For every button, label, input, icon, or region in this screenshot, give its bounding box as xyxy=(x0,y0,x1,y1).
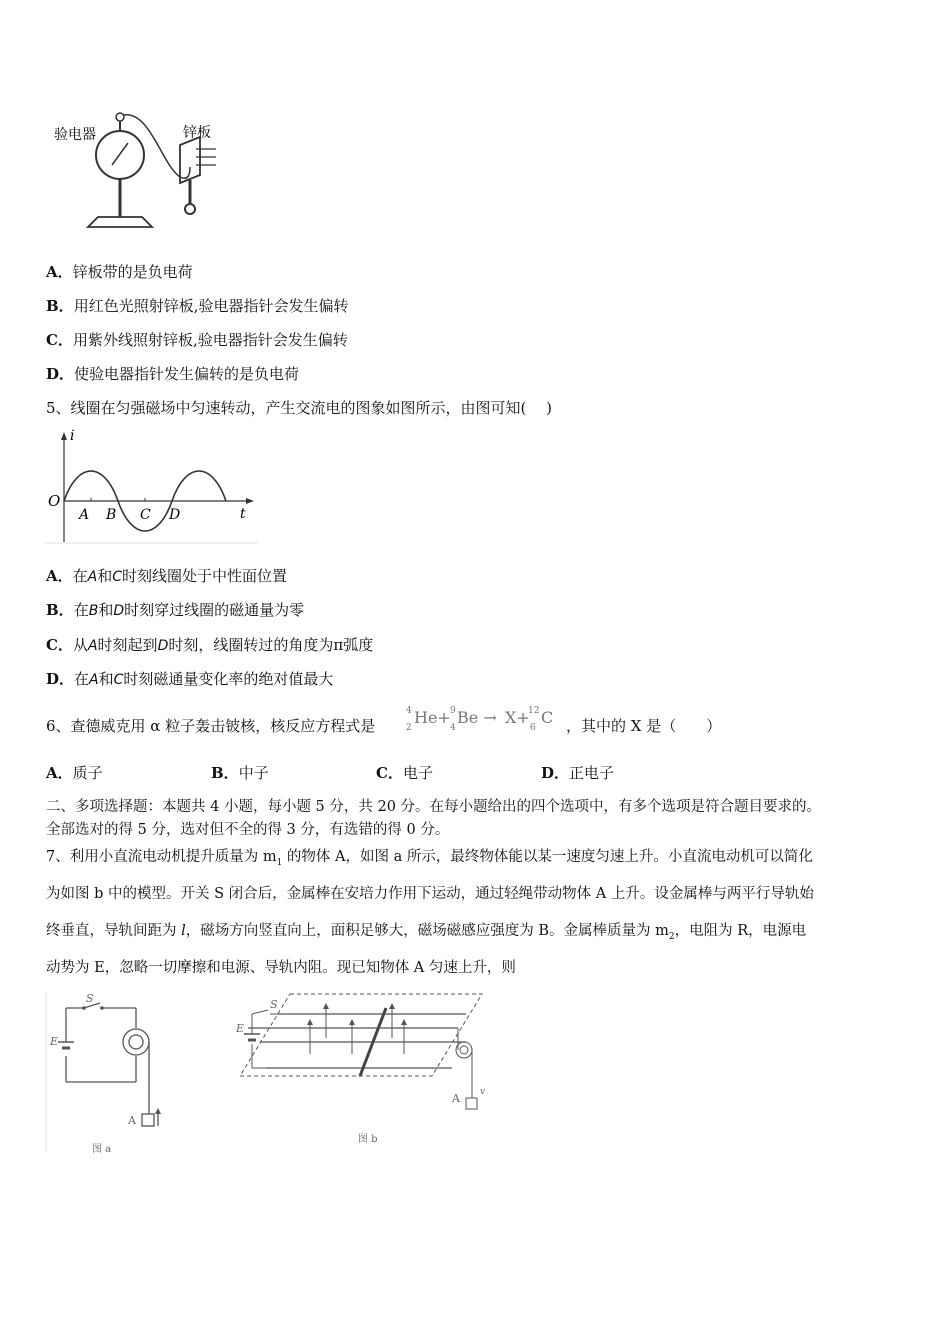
option-letter: B． xyxy=(46,297,74,315)
fig-a-caption: 图 a xyxy=(92,1144,112,1155)
q7-text: ，磁场方向竖直向上，面积足够大，磁场磁感应强度为 B。金属棒质量为 m xyxy=(185,923,669,939)
option-text: 时刻起到 xyxy=(97,636,158,654)
option-var: A xyxy=(89,672,99,688)
q4-option-b xyxy=(46,296,348,316)
q6-stem xyxy=(46,716,375,736)
option-var: A xyxy=(87,569,98,585)
option-letter: C． xyxy=(46,636,73,654)
zinc-plate-label: 锌板 xyxy=(183,125,211,141)
option-letter: D． xyxy=(541,764,570,782)
q4-option-c xyxy=(46,330,348,350)
fig-a-switch-label: S xyxy=(86,992,94,1005)
option-text: 时刻，线圈转过的角度为π弧度 xyxy=(168,636,374,654)
option-var: B xyxy=(88,603,99,619)
option-letter: A． xyxy=(46,764,73,782)
q6-option-c xyxy=(376,763,433,783)
q6-option-d xyxy=(541,763,614,783)
electroscope-label: 验电器 xyxy=(54,127,96,143)
point-b-label: B xyxy=(106,507,117,523)
origin-label: O xyxy=(48,492,61,510)
electroscope-figure xyxy=(50,105,230,230)
q7-subscript: 2 xyxy=(668,931,675,942)
option-text: 中子 xyxy=(238,764,269,782)
option-text: 在 xyxy=(72,567,88,585)
option-text: 和 xyxy=(98,601,114,619)
option-var: D xyxy=(113,603,125,619)
option-text: 电子 xyxy=(402,764,433,782)
option-var: C xyxy=(113,672,124,688)
he-mass-number: 4 xyxy=(406,706,412,716)
option-letter: A． xyxy=(46,263,73,281)
option-text: 从 xyxy=(72,636,88,654)
be-mass-number: 9 xyxy=(450,706,456,716)
x-symbol: X+ xyxy=(505,708,530,727)
option-text: 使验电器指针发生偏转的是负电荷 xyxy=(74,365,300,383)
option-var: A xyxy=(87,638,98,654)
fig-b-velocity-label: v xyxy=(480,1087,486,1097)
nuclear-equation xyxy=(404,702,566,736)
option-letter: C． xyxy=(376,764,403,782)
option-letter: B． xyxy=(46,601,74,619)
option-letter: D． xyxy=(46,670,75,688)
q7-text: 的物体 A，如图 a 所示，最终物体能以某一速度匀速上升。小直流电动机可以简化 xyxy=(282,849,813,865)
q4-option-a xyxy=(46,262,193,282)
q7-subscript: 1 xyxy=(276,857,283,868)
c-atomic-number: 6 xyxy=(530,723,536,733)
q4-option-d xyxy=(46,364,299,384)
fig-b-switch-label: S xyxy=(270,998,278,1011)
fig-b-object-label: A xyxy=(452,1092,460,1105)
he-atomic-number: 2 xyxy=(406,723,412,733)
q7-line3 xyxy=(46,921,806,947)
q5-stem: 5、线圈在匀强磁场中匀速转动，产生交流电的图象如图所示，由图可知( ) xyxy=(46,399,553,417)
be-symbol: Be → xyxy=(457,708,497,727)
option-letter: B． xyxy=(211,764,239,782)
q7-var-l: l xyxy=(181,923,186,939)
ac-current-graph xyxy=(44,428,258,546)
option-text: 时刻线圈处于中性面位置 xyxy=(122,567,288,585)
figure-b-rail-model xyxy=(230,990,490,1150)
option-letter: D． xyxy=(46,365,75,383)
option-text: 和 xyxy=(97,567,113,585)
option-text: 锌板带的是负电荷 xyxy=(72,263,193,281)
option-letter: A． xyxy=(46,567,73,585)
q6-stem-post: ，其中的 X 是（ ） xyxy=(566,717,722,735)
option-text: 时刻穿过线圈的磁通量为零 xyxy=(124,601,305,619)
c-symbol: C xyxy=(541,708,554,727)
option-text: 用红色光照射锌板,验电器指针会发生偏转 xyxy=(73,297,349,315)
option-var: D xyxy=(157,638,169,654)
option-text: 正电子 xyxy=(569,764,615,782)
q5-option-c xyxy=(46,635,373,656)
option-text: 用紫外线照射锌板,验电器指针会发生偏转 xyxy=(72,331,348,349)
c-mass-number: 12 xyxy=(528,706,540,716)
option-text: 在 xyxy=(74,670,90,688)
option-text: 质子 xyxy=(72,764,103,782)
fig-b-caption: 图 b xyxy=(358,1134,378,1145)
q7-line4: 动势为 E，忽略一切摩擦和电源、导轨内阻。现已知物体 A 匀速上升，则 xyxy=(46,960,516,976)
fig-a-object-label: A xyxy=(128,1114,136,1127)
point-d-label: D xyxy=(169,507,181,523)
he-symbol: He+ xyxy=(414,708,451,727)
q6-option-b xyxy=(211,763,269,783)
point-a-label: A xyxy=(79,507,90,523)
figure-a-motor-circuit xyxy=(44,990,194,1155)
be-atomic-number: 4 xyxy=(450,723,456,733)
section2-line2: 全部选对的得 5 分，选对但不全的得 3 分，有选错的得 0 分。 xyxy=(46,822,450,838)
option-var: C xyxy=(112,569,123,585)
q7-line1 xyxy=(46,847,813,873)
x-axis-label: t xyxy=(240,506,246,522)
q5-option-d xyxy=(46,669,333,690)
fig-a-emf-label: E xyxy=(50,1035,59,1048)
q7-text: ，电阻为 R，电源电 xyxy=(674,923,807,939)
fig-b-emf-label: E xyxy=(236,1022,245,1035)
y-axis-label: i xyxy=(70,428,75,444)
q6-option-a xyxy=(46,763,103,783)
q7-text: 终垂直，导轨间距为 xyxy=(46,923,182,939)
option-text: 时刻磁通量变化率的绝对值最大 xyxy=(123,670,334,688)
q5-option-a xyxy=(46,566,287,587)
q6-stem-pre: 6、查德威克用 α 粒子轰击铍核，核反应方程式是 xyxy=(46,717,376,735)
section2-line1: 二、多项选择题：本题共 4 小题，每小题 5 分，共 20 分。在每小题给出的四个选项中，有多个选项是符合题目要求的。 xyxy=(46,799,822,815)
option-text: 和 xyxy=(98,670,114,688)
q7-line2: 为如图 b 中的模型。开关 S 闭合后，金属棒在安培力作用下运动，通过轻绳带动物体 A 上升。设金属棒与两平行导轨始 xyxy=(46,886,814,902)
option-letter: C． xyxy=(46,331,73,349)
q7-text: 7、利用小直流电动机提升质量为 m xyxy=(46,849,277,865)
q5-option-b xyxy=(46,600,304,621)
point-c-label: C xyxy=(140,507,151,523)
option-text: 在 xyxy=(73,601,89,619)
